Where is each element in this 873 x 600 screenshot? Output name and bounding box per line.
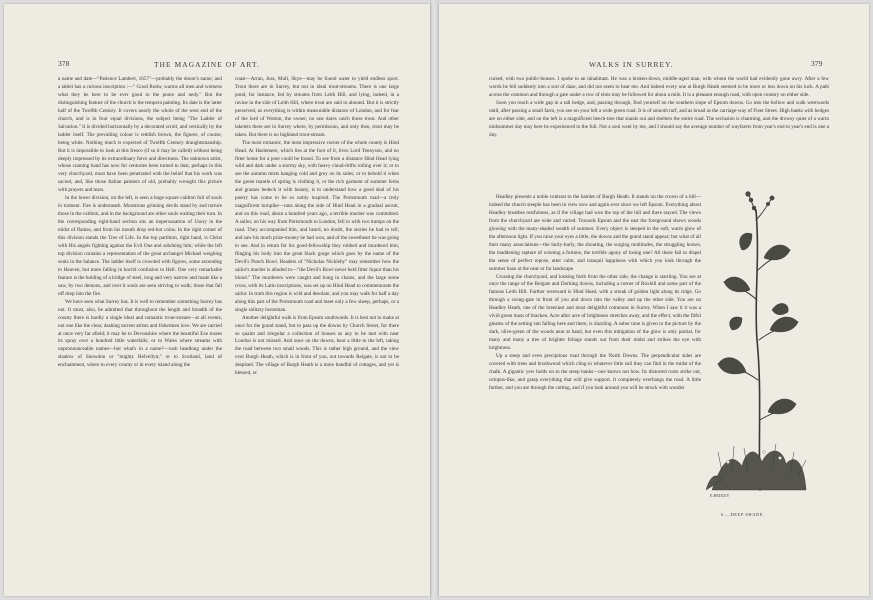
left-column-2 (235, 76, 399, 546)
right-top-text (489, 76, 829, 194)
book-gutter (430, 0, 439, 600)
plant-engraving-icon (702, 190, 812, 500)
paragraph: coast—Arran, Jura, Mull, Skye—may be found water to yield endless sport. Trout there are in Surrey, but not in ideal trout-streams. There is one large pond, for instance, fed by streams from Leith Hill, and lying, indeed, in a ravine in the side of Leith Hill, where trout are said to abound. But it is strictly preserved, as everything is within measurable distance of London, and for fear of the lord of Wotton, the owner, no one dares catch those trout. And other lakelets there are in Surrey where, by permission, and only then, trout may be taken. But there is no highland trout-stream. (235, 76, 399, 138)
left-page (4, 4, 430, 596)
paragraph: cursed, with two public-houses. I spoke to an inhabitant. He was a broken-down, middle-aged man, with whom the world had evidently gone awry. After a few words he fell suddenly into a sort of daze, and did not seem to hear me. And indeed every one at Burgh Heath seemed to be more or less down on his luck. A path across the common and through a gate under a row of elms may be followed for about a mile. It is a pleasant enough road, with open country on either side. (489, 76, 829, 98)
illustration-caption: 6.—DEEP SHADE. (721, 512, 765, 517)
paragraph: We have seen what Surrey has. It is well to remember something Surrey has not. It must, also, be admitted that throughout the length and breadth of the county there is hardly a single ideal and romantic trout-stream—at all events, not one like the clear, dashing torrent artists and fishermen love. We are carried at once very far afield; it may be to Devonshire where the beautiful Exe tosses its spray over a hundred little waterfalls; or to Wales where streams with unpronounceable names—but what's in a name?—rush headlong under the shadow of Snowdon or "mighty Helvellyn;" or to Scotland, land of enchantment, where in every county or in every island along the (58, 298, 222, 369)
page-number-left: 378 (58, 59, 70, 68)
paragraph: Up a steep and even precipitous road through the North Downs. The perpendicular sides are covered with trees and brushwood which cling to whatever little soil they can find in the midst of the chalk. A gigantic yew holds on to the steep banks—one knows not how. Its distorted roots strike out, octopus-like, and grasp everything that will give support. It completely overhangs the road. A little further, and you are through the cutting, and if you look around you will be struck with wonder (489, 353, 701, 391)
right-page (439, 4, 869, 596)
paragraph: Crossing the churchyard, and looking forth from the other side, the change is startling. You see at once the range of the Reigate and Dorking downs, including a corner of Boxhill and some part of the famous Leith Hill. Further westward is Hind Head, with a streak of golden light along its ridge. Go through a swing-gate in front of you and down into the valley and up the other side. You are on Headley Heath, one of the breeziest and most delightful commons in Surrey. When I saw it it was a vivid green mass of bracken. Acre after acre of brightness stretches away, and the effect, with the fitful gleams of the setting sun falling here and there, is dazzling. A sober tone is given to the picture by the dark, olive-green of the woods near at hand, but even this mitigation of the glow is only partial, for many and many a tree of brighter foliage stands out from their midst and strikes the eye with brightness. (489, 273, 701, 352)
running-head-left: THE MAGAZINE OF ART. (154, 60, 260, 69)
artist-signature: E.HEDLEY (710, 493, 730, 498)
paragraph: Headley presents a noble contrast to the hamlet of Burgh Heath. It stands on the crown of a hill—indeed the church steeple has been in view now and again ever since we left Epsom. Everything about Headley breathes restfulness, as if the village had won the top of the hill and there stayed. The views from the churchyard are wide and varied. Towards Epsom and the east the foreground shows woods glowing with the many-shaded wealth of summer. Every object is steeped in the soft, warm glow of the afternoon light. If you raise your eyes a little, the downs and the grand stand appear; but what of all their many associations—the hurly-burly, the shouting, the surging multitudes, the struggling horses, the maddening rapture of winning a fortune, the terrible agony of losing one? All these fail to dispel the sense of perfect repose, utter calm, and tranquil happiness with which you look through the summer haze at the near or far landscape. (489, 194, 701, 272)
paragraph: Soon you reach a wide gap in a tall hedge, and, passing through, find yourself on the southern slope of Epsom downs. Go into the hollow and walk westwards until, after passing a small farm, you see on your left a wide green road. It is of smooth turf, and as broad as the carriage-way of Fleet Street. High banks with hedges are on either side, and on the left is a magnificent beech-tree that stands out and shelters the entire road. The seclusion is charming, and the drowsy quiet of a warm midsummer day may here be experienced to the full. Not a soul went by me, and I should say the average number of wayfarers from year's end to year's end is one a day. (489, 99, 829, 138)
left-column-1 (58, 76, 222, 546)
paragraph: a name and date—"Patience Lambert, 1657"—probably the donor's name; and a tablet has a curious inscription :—" Good Rodw, warms all men and womens what they be here to be ever good to the poore and nedy." But the distinguishing feature of the church is the tempera painting. Its date is the latter half of the Twelfth Century. It covers nearly the whole of the west end of the church, and is in four equal divisions, the subject being "The Ladder of Salvation." It is divided horizontally by a decorated scroll, and vertically by the ladder itself. The prevailing colour is reddish brown, the figures, of course, being white. Nothing much is expected of Twelfth Century draughtsmanship. But it is impossible to look at this fresco (if so it may be called) without being deeply impressed by its extraordinary force and directness. The unknown artist, whose cunning hand has now for centuries been turned to dust, perhaps in this very churchyard, must have been penetrated with the belief that his work was sacred, and, like those Italian painters of old, probably wrought this picture with prayers and tears. (58, 76, 222, 194)
paragraph: The most romantic, the most impressive corner of the whole county is Hind Head. At Haslemere, which lies at the foot of it, lives Lord Tennyson, and no fitter home for a poet could be found. To see from a distance Hind Head lying wild and dark under a stormy sky, with heavy cloud-drifts rolling over it; or to see the autumn mists hanging cold and grey on its sides; or to behold it when the green mantle of spring is clothing it, or the rich garment of summer ferns and grasses bedeck it with beauty, is to understand how a good deal of his poetry has come to be so nobly inspired. The Portsmouth road—a truly magnificent turnpike—runs along the side of Hind Head in a gradual ascent, and on this road, about a hundred years ago, a terrible murder was committed. A sailor, on his way from Portsmouth to London, fell in with two tramps on the road. They accompanied him, and heard, no doubt, the stories he had to tell, and saw his much prize-money he had won, and of the sweetheart he was going to see. And in return for his good-fellowship they robbed and murdered him, flinging his body into the great black gorge which goes by the name of the Devil's Punch Bowl. Readers of "Nicholas Nickleby" may remember how the sailor's murder is alluded to—"the Devil's Bowl never held fitter liquor than his blood." The murderers were caught and hung in chains, and the large stone cross, with its Latin inscriptions, was set up on Hind Head to commemorate the sailor. In truth this region is wild and desolate, and you may walk for half a day along this part of the Portsmouth road and meet only a few sheep, perhaps, or a single solitary horseman. (235, 139, 399, 313)
right-wrapped-text (489, 194, 701, 544)
plant-illustration (702, 190, 812, 500)
running-head-right: WALKS IN SURREY. (589, 60, 674, 69)
paragraph: Another delightful walk is from Epsom southwards. It is best not to make at once for the grand stand, but to pass up the downs by Church Street, for there so quaint and irregular a collection of houses as any to be met with near London is not missed. And once on the downs, bear a little to the left, taking the road between two small woods. This is rather high ground, and the view over Burgh Heath, which is in front of you, out towards Reigate, is not to be despised. The village of Burgh Heath is a more handful of cottages, and yet is blessed, or (235, 314, 399, 377)
page-number-right: 379 (811, 59, 823, 68)
paragraph: In the lower division, on the left, is seen a huge square caldron full of souls in torment. Fire is underneath. Monstrous grinning devils stand by and torture those in the caldron, and in the background are other souls waiting their turn. In the corresponding right-hand section sits an impersonation of Usury in the midst of flames, and from his mouth drop red-hot coins. In the right corner of this division stands the Tree of Life. In the top partition, right hand, is Christ with His angels fighting against the Evil One and subduing him; while the left top division contains a representation of the great archangel Michael weighing souls in the balance. The ladder itself is crowded with figures, some ascending to Heaven, but more falling in horrid confusion to Hell. One very remarkable feature is the holding of a bridge of steel, long and very narrow and made like a saw, by two demons, and over it souls are seen striving to walk; those that fall off drop into the fire. (58, 195, 222, 297)
